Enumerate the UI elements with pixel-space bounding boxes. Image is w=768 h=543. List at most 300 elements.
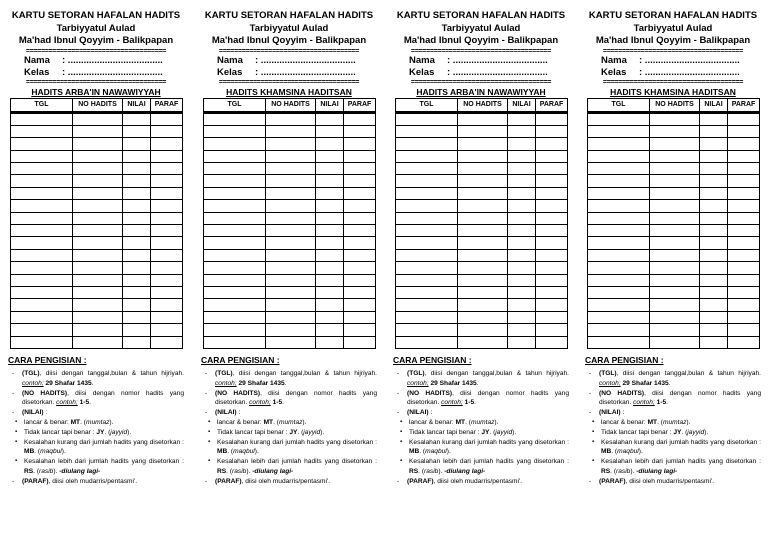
no-hadits-cell[interactable]	[650, 311, 700, 323]
nilai-cell[interactable]	[316, 112, 344, 125]
nilai-cell[interactable]	[508, 200, 536, 212]
tgl-cell[interactable]	[396, 324, 458, 336]
tgl-cell[interactable]	[588, 286, 650, 298]
tgl-cell[interactable]	[11, 311, 73, 323]
no-hadits-cell[interactable]	[73, 299, 123, 311]
nilai-cell[interactable]	[508, 311, 536, 323]
paraf-cell[interactable]	[728, 212, 760, 224]
tgl-cell[interactable]	[588, 225, 650, 237]
paraf-cell[interactable]	[344, 125, 376, 137]
nilai-cell[interactable]	[316, 225, 344, 237]
tgl-cell[interactable]	[396, 200, 458, 212]
nilai-cell[interactable]	[700, 249, 728, 261]
paraf-cell[interactable]	[151, 286, 183, 298]
no-hadits-cell[interactable]	[458, 163, 508, 175]
tgl-cell[interactable]	[204, 237, 266, 249]
no-hadits-cell[interactable]	[73, 324, 123, 336]
nilai-cell[interactable]	[316, 150, 344, 162]
tgl-cell[interactable]	[11, 125, 73, 137]
paraf-cell[interactable]	[344, 212, 376, 224]
nama-field[interactable]	[8, 55, 184, 67]
tgl-cell[interactable]	[396, 299, 458, 311]
nilai-cell[interactable]	[508, 125, 536, 137]
nama-field[interactable]	[393, 55, 569, 67]
kelas-field[interactable]	[8, 67, 184, 79]
paraf-cell[interactable]	[344, 112, 376, 125]
nilai-cell[interactable]	[700, 262, 728, 274]
paraf-cell[interactable]	[728, 163, 760, 175]
tgl-cell[interactable]	[11, 225, 73, 237]
nilai-cell[interactable]	[123, 274, 151, 286]
tgl-cell[interactable]	[588, 150, 650, 162]
nilai-cell[interactable]	[316, 212, 344, 224]
paraf-cell[interactable]	[536, 187, 568, 199]
paraf-cell[interactable]	[536, 286, 568, 298]
paraf-cell[interactable]	[728, 175, 760, 187]
nilai-cell[interactable]	[123, 187, 151, 199]
tgl-cell[interactable]	[204, 299, 266, 311]
no-hadits-cell[interactable]	[73, 187, 123, 199]
nilai-cell[interactable]	[123, 212, 151, 224]
no-hadits-cell[interactable]	[650, 274, 700, 286]
tgl-cell[interactable]	[588, 187, 650, 199]
nilai-cell[interactable]	[123, 299, 151, 311]
paraf-cell[interactable]	[344, 262, 376, 274]
nilai-cell[interactable]	[316, 249, 344, 261]
nilai-cell[interactable]	[123, 311, 151, 323]
nilai-cell[interactable]	[700, 225, 728, 237]
nilai-cell[interactable]	[508, 274, 536, 286]
nilai-cell[interactable]	[700, 150, 728, 162]
tgl-cell[interactable]	[588, 274, 650, 286]
no-hadits-cell[interactable]	[73, 138, 123, 150]
nilai-cell[interactable]	[123, 175, 151, 187]
tgl-cell[interactable]	[588, 138, 650, 150]
no-hadits-cell[interactable]	[73, 311, 123, 323]
no-hadits-cell[interactable]	[266, 336, 316, 348]
no-hadits-cell[interactable]	[73, 125, 123, 137]
no-hadits-cell[interactable]	[266, 262, 316, 274]
nilai-cell[interactable]	[700, 163, 728, 175]
paraf-cell[interactable]	[728, 237, 760, 249]
paraf-cell[interactable]	[536, 324, 568, 336]
nilai-cell[interactable]	[123, 138, 151, 150]
tgl-cell[interactable]	[396, 311, 458, 323]
paraf-cell[interactable]	[344, 150, 376, 162]
paraf-cell[interactable]	[151, 125, 183, 137]
no-hadits-cell[interactable]	[650, 262, 700, 274]
tgl-cell[interactable]	[204, 286, 266, 298]
no-hadits-cell[interactable]	[650, 249, 700, 261]
no-hadits-cell[interactable]	[266, 112, 316, 125]
no-hadits-cell[interactable]	[73, 112, 123, 125]
no-hadits-cell[interactable]	[650, 237, 700, 249]
no-hadits-cell[interactable]	[73, 212, 123, 224]
tgl-cell[interactable]	[204, 274, 266, 286]
paraf-cell[interactable]	[728, 200, 760, 212]
nilai-cell[interactable]	[316, 336, 344, 348]
tgl-cell[interactable]	[396, 225, 458, 237]
no-hadits-cell[interactable]	[458, 175, 508, 187]
paraf-cell[interactable]	[536, 262, 568, 274]
tgl-cell[interactable]	[588, 163, 650, 175]
tgl-cell[interactable]	[588, 249, 650, 261]
paraf-cell[interactable]	[728, 311, 760, 323]
tgl-cell[interactable]	[588, 311, 650, 323]
paraf-cell[interactable]	[536, 175, 568, 187]
nilai-cell[interactable]	[700, 286, 728, 298]
paraf-cell[interactable]	[151, 324, 183, 336]
paraf-cell[interactable]	[151, 112, 183, 125]
paraf-cell[interactable]	[344, 274, 376, 286]
paraf-cell[interactable]	[728, 336, 760, 348]
paraf-cell[interactable]	[344, 225, 376, 237]
no-hadits-cell[interactable]	[650, 187, 700, 199]
tgl-cell[interactable]	[588, 336, 650, 348]
paraf-cell[interactable]	[536, 311, 568, 323]
nilai-cell[interactable]	[316, 299, 344, 311]
no-hadits-cell[interactable]	[458, 187, 508, 199]
nilai-cell[interactable]	[316, 200, 344, 212]
tgl-cell[interactable]	[396, 274, 458, 286]
tgl-cell[interactable]	[204, 163, 266, 175]
no-hadits-cell[interactable]	[73, 150, 123, 162]
nilai-cell[interactable]	[700, 200, 728, 212]
paraf-cell[interactable]	[728, 274, 760, 286]
no-hadits-cell[interactable]	[266, 311, 316, 323]
paraf-cell[interactable]	[536, 212, 568, 224]
kelas-value[interactable]: : ....................................	[255, 66, 356, 78]
nilai-cell[interactable]	[700, 212, 728, 224]
tgl-cell[interactable]	[588, 324, 650, 336]
tgl-cell[interactable]	[588, 175, 650, 187]
paraf-cell[interactable]	[536, 200, 568, 212]
paraf-cell[interactable]	[151, 187, 183, 199]
no-hadits-cell[interactable]	[266, 200, 316, 212]
kelas-field[interactable]	[201, 67, 377, 79]
tgl-cell[interactable]	[396, 336, 458, 348]
tgl-cell[interactable]	[11, 262, 73, 274]
nilai-cell[interactable]	[123, 324, 151, 336]
nilai-cell[interactable]	[508, 225, 536, 237]
paraf-cell[interactable]	[536, 225, 568, 237]
paraf-cell[interactable]	[728, 138, 760, 150]
nama-value[interactable]: : ....................................	[639, 54, 740, 66]
no-hadits-cell[interactable]	[266, 138, 316, 150]
paraf-cell[interactable]	[728, 225, 760, 237]
paraf-cell[interactable]	[728, 112, 760, 125]
no-hadits-cell[interactable]	[458, 249, 508, 261]
kelas-value[interactable]: : ....................................	[639, 66, 740, 78]
tgl-cell[interactable]	[588, 112, 650, 125]
paraf-cell[interactable]	[344, 200, 376, 212]
paraf-cell[interactable]	[536, 125, 568, 137]
paraf-cell[interactable]	[536, 336, 568, 348]
no-hadits-cell[interactable]	[73, 175, 123, 187]
paraf-cell[interactable]	[344, 324, 376, 336]
no-hadits-cell[interactable]	[266, 175, 316, 187]
tgl-cell[interactable]	[588, 262, 650, 274]
nilai-cell[interactable]	[508, 249, 536, 261]
nilai-cell[interactable]	[508, 163, 536, 175]
nilai-cell[interactable]	[316, 175, 344, 187]
tgl-cell[interactable]	[204, 138, 266, 150]
paraf-cell[interactable]	[151, 299, 183, 311]
no-hadits-cell[interactable]	[650, 336, 700, 348]
paraf-cell[interactable]	[536, 138, 568, 150]
paraf-cell[interactable]	[728, 125, 760, 137]
paraf-cell[interactable]	[536, 112, 568, 125]
kelas-value[interactable]: : ....................................	[62, 66, 163, 78]
nama-value[interactable]: : ....................................	[447, 54, 548, 66]
nilai-cell[interactable]	[508, 237, 536, 249]
nama-value[interactable]: : ....................................	[255, 54, 356, 66]
no-hadits-cell[interactable]	[266, 324, 316, 336]
paraf-cell[interactable]	[536, 163, 568, 175]
no-hadits-cell[interactable]	[458, 262, 508, 274]
paraf-cell[interactable]	[151, 237, 183, 249]
nilai-cell[interactable]	[316, 274, 344, 286]
tgl-cell[interactable]	[204, 324, 266, 336]
tgl-cell[interactable]	[396, 125, 458, 137]
tgl-cell[interactable]	[204, 212, 266, 224]
nilai-cell[interactable]	[123, 286, 151, 298]
no-hadits-cell[interactable]	[73, 274, 123, 286]
tgl-cell[interactable]	[204, 112, 266, 125]
nilai-cell[interactable]	[123, 262, 151, 274]
no-hadits-cell[interactable]	[458, 324, 508, 336]
paraf-cell[interactable]	[151, 150, 183, 162]
nilai-cell[interactable]	[123, 336, 151, 348]
tgl-cell[interactable]	[11, 175, 73, 187]
paraf-cell[interactable]	[151, 262, 183, 274]
tgl-cell[interactable]	[396, 138, 458, 150]
no-hadits-cell[interactable]	[458, 274, 508, 286]
tgl-cell[interactable]	[588, 237, 650, 249]
tgl-cell[interactable]	[204, 150, 266, 162]
nilai-cell[interactable]	[508, 112, 536, 125]
no-hadits-cell[interactable]	[266, 237, 316, 249]
no-hadits-cell[interactable]	[650, 138, 700, 150]
nilai-cell[interactable]	[508, 187, 536, 199]
paraf-cell[interactable]	[536, 274, 568, 286]
no-hadits-cell[interactable]	[458, 150, 508, 162]
tgl-cell[interactable]	[396, 262, 458, 274]
no-hadits-cell[interactable]	[458, 336, 508, 348]
no-hadits-cell[interactable]	[73, 336, 123, 348]
nilai-cell[interactable]	[700, 175, 728, 187]
tgl-cell[interactable]	[204, 125, 266, 137]
tgl-cell[interactable]	[11, 299, 73, 311]
tgl-cell[interactable]	[11, 274, 73, 286]
paraf-cell[interactable]	[151, 200, 183, 212]
nilai-cell[interactable]	[508, 175, 536, 187]
no-hadits-cell[interactable]	[650, 286, 700, 298]
no-hadits-cell[interactable]	[650, 163, 700, 175]
tgl-cell[interactable]	[204, 175, 266, 187]
tgl-cell[interactable]	[204, 200, 266, 212]
tgl-cell[interactable]	[11, 249, 73, 261]
nilai-cell[interactable]	[508, 299, 536, 311]
paraf-cell[interactable]	[151, 138, 183, 150]
no-hadits-cell[interactable]	[73, 262, 123, 274]
tgl-cell[interactable]	[396, 163, 458, 175]
nilai-cell[interactable]	[316, 262, 344, 274]
kelas-value[interactable]: : ....................................	[447, 66, 548, 78]
paraf-cell[interactable]	[344, 249, 376, 261]
paraf-cell[interactable]	[151, 225, 183, 237]
paraf-cell[interactable]	[728, 286, 760, 298]
tgl-cell[interactable]	[588, 200, 650, 212]
paraf-cell[interactable]	[344, 163, 376, 175]
no-hadits-cell[interactable]	[650, 200, 700, 212]
paraf-cell[interactable]	[344, 299, 376, 311]
nilai-cell[interactable]	[123, 225, 151, 237]
paraf-cell[interactable]	[151, 336, 183, 348]
no-hadits-cell[interactable]	[650, 150, 700, 162]
nilai-cell[interactable]	[700, 112, 728, 125]
tgl-cell[interactable]	[204, 187, 266, 199]
tgl-cell[interactable]	[11, 286, 73, 298]
paraf-cell[interactable]	[728, 187, 760, 199]
nilai-cell[interactable]	[123, 150, 151, 162]
nilai-cell[interactable]	[316, 237, 344, 249]
tgl-cell[interactable]	[396, 286, 458, 298]
tgl-cell[interactable]	[396, 249, 458, 261]
no-hadits-cell[interactable]	[73, 286, 123, 298]
paraf-cell[interactable]	[151, 163, 183, 175]
tgl-cell[interactable]	[396, 212, 458, 224]
no-hadits-cell[interactable]	[458, 225, 508, 237]
tgl-cell[interactable]	[11, 324, 73, 336]
nilai-cell[interactable]	[700, 138, 728, 150]
paraf-cell[interactable]	[151, 311, 183, 323]
nilai-cell[interactable]	[123, 163, 151, 175]
tgl-cell[interactable]	[588, 299, 650, 311]
nilai-cell[interactable]	[316, 138, 344, 150]
no-hadits-cell[interactable]	[650, 175, 700, 187]
paraf-cell[interactable]	[151, 249, 183, 261]
no-hadits-cell[interactable]	[458, 200, 508, 212]
paraf-cell[interactable]	[344, 237, 376, 249]
tgl-cell[interactable]	[204, 262, 266, 274]
paraf-cell[interactable]	[344, 187, 376, 199]
nilai-cell[interactable]	[700, 274, 728, 286]
nilai-cell[interactable]	[508, 138, 536, 150]
no-hadits-cell[interactable]	[650, 299, 700, 311]
paraf-cell[interactable]	[151, 212, 183, 224]
paraf-cell[interactable]	[344, 175, 376, 187]
no-hadits-cell[interactable]	[458, 311, 508, 323]
nilai-cell[interactable]	[700, 336, 728, 348]
tgl-cell[interactable]	[11, 138, 73, 150]
nilai-cell[interactable]	[316, 286, 344, 298]
nilai-cell[interactable]	[508, 212, 536, 224]
tgl-cell[interactable]	[204, 336, 266, 348]
tgl-cell[interactable]	[11, 237, 73, 249]
no-hadits-cell[interactable]	[458, 125, 508, 137]
tgl-cell[interactable]	[396, 187, 458, 199]
nama-field[interactable]	[585, 55, 761, 67]
no-hadits-cell[interactable]	[458, 138, 508, 150]
tgl-cell[interactable]	[588, 212, 650, 224]
no-hadits-cell[interactable]	[266, 187, 316, 199]
nilai-cell[interactable]	[316, 187, 344, 199]
nilai-cell[interactable]	[316, 163, 344, 175]
tgl-cell[interactable]	[204, 311, 266, 323]
kelas-field[interactable]	[393, 67, 569, 79]
tgl-cell[interactable]	[396, 112, 458, 125]
nilai-cell[interactable]	[508, 150, 536, 162]
paraf-cell[interactable]	[344, 311, 376, 323]
no-hadits-cell[interactable]	[73, 200, 123, 212]
paraf-cell[interactable]	[151, 274, 183, 286]
tgl-cell[interactable]	[11, 112, 73, 125]
nilai-cell[interactable]	[700, 237, 728, 249]
no-hadits-cell[interactable]	[458, 299, 508, 311]
paraf-cell[interactable]	[151, 175, 183, 187]
nilai-cell[interactable]	[508, 262, 536, 274]
tgl-cell[interactable]	[396, 175, 458, 187]
paraf-cell[interactable]	[728, 262, 760, 274]
tgl-cell[interactable]	[396, 237, 458, 249]
no-hadits-cell[interactable]	[266, 225, 316, 237]
no-hadits-cell[interactable]	[266, 249, 316, 261]
no-hadits-cell[interactable]	[650, 225, 700, 237]
nilai-cell[interactable]	[700, 311, 728, 323]
tgl-cell[interactable]	[11, 163, 73, 175]
no-hadits-cell[interactable]	[73, 225, 123, 237]
tgl-cell[interactable]	[396, 150, 458, 162]
tgl-cell[interactable]	[11, 336, 73, 348]
paraf-cell[interactable]	[536, 249, 568, 261]
nilai-cell[interactable]	[123, 125, 151, 137]
nilai-cell[interactable]	[508, 324, 536, 336]
no-hadits-cell[interactable]	[266, 212, 316, 224]
no-hadits-cell[interactable]	[266, 286, 316, 298]
tgl-cell[interactable]	[204, 225, 266, 237]
no-hadits-cell[interactable]	[650, 212, 700, 224]
tgl-cell[interactable]	[11, 212, 73, 224]
nilai-cell[interactable]	[123, 200, 151, 212]
nilai-cell[interactable]	[123, 112, 151, 125]
tgl-cell[interactable]	[11, 150, 73, 162]
paraf-cell[interactable]	[536, 299, 568, 311]
nama-value[interactable]: : ....................................	[62, 54, 163, 66]
no-hadits-cell[interactable]	[458, 212, 508, 224]
nilai-cell[interactable]	[316, 324, 344, 336]
paraf-cell[interactable]	[344, 138, 376, 150]
tgl-cell[interactable]	[11, 200, 73, 212]
nilai-cell[interactable]	[700, 187, 728, 199]
paraf-cell[interactable]	[728, 150, 760, 162]
nilai-cell[interactable]	[123, 237, 151, 249]
paraf-cell[interactable]	[536, 150, 568, 162]
no-hadits-cell[interactable]	[73, 237, 123, 249]
paraf-cell[interactable]	[344, 336, 376, 348]
tgl-cell[interactable]	[204, 249, 266, 261]
no-hadits-cell[interactable]	[650, 324, 700, 336]
no-hadits-cell[interactable]	[650, 112, 700, 125]
no-hadits-cell[interactable]	[458, 286, 508, 298]
paraf-cell[interactable]	[728, 324, 760, 336]
nilai-cell[interactable]	[700, 299, 728, 311]
no-hadits-cell[interactable]	[266, 125, 316, 137]
nama-field[interactable]	[201, 55, 377, 67]
tgl-cell[interactable]	[588, 125, 650, 137]
no-hadits-cell[interactable]	[650, 125, 700, 137]
nilai-cell[interactable]	[123, 249, 151, 261]
